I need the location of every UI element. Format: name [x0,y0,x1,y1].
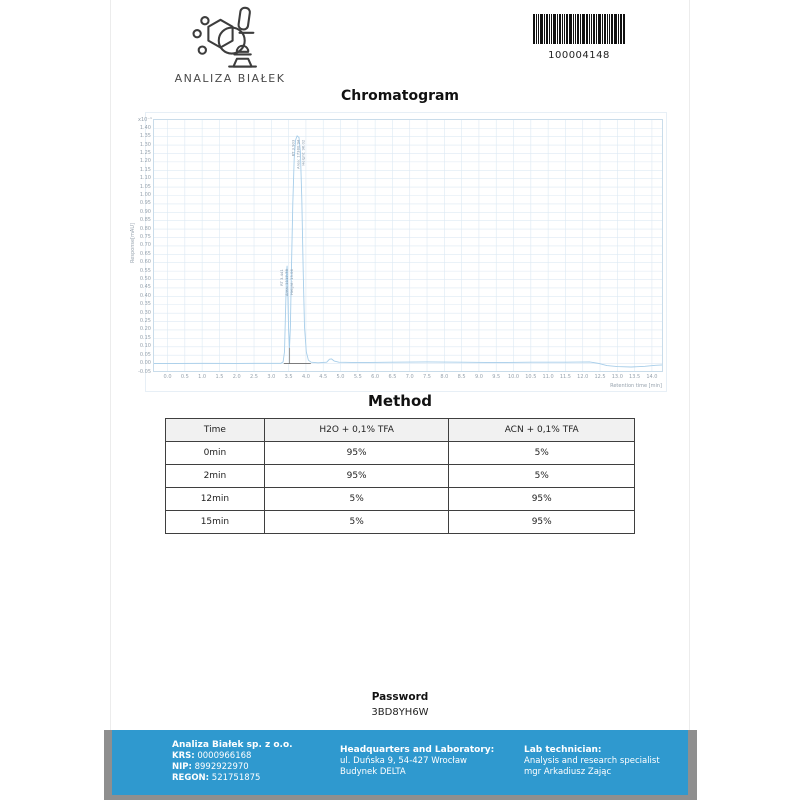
y-tick-label: 0.60 [139,259,151,266]
y-tick-label: 0.30 [139,309,151,316]
y-tick-label: -0.05 [138,368,151,375]
y-tick-label: 0.75 [139,234,151,240]
footer-hq-address2: Budynek DELTA [340,767,406,777]
svg-text:Height: 13.06: Height: 13.06 [288,269,294,296]
x-tick-label: 8.0 [440,374,449,380]
y-tick-label: 1.05 [139,183,151,190]
footer-shadow-left [104,730,112,800]
x-tick-label: 4.5 [319,374,328,380]
y-axis-title: Response[mAU] [130,223,136,263]
y-tick-label: 1.20 [139,158,151,165]
y-tick-label: 0.55 [139,267,151,274]
x-tick-label: 5.5 [353,374,362,380]
y-tick-label: 1.35 [139,133,151,140]
footer-company-name: Analiza Białek sp. z o.o. [172,740,293,750]
footer-lab-title: Lab technician: [524,745,602,755]
x-tick-label: 10.5 [525,374,537,380]
table-cell: 5% [449,442,635,465]
footer [112,730,688,795]
table-header-row [166,419,635,442]
svg-text:Area: 1117.78: Area: 1117.78 [283,269,289,297]
footer-shadow-right [688,730,697,800]
y-tick-label: 1.30 [139,141,151,148]
table-cell: 95% [264,465,449,488]
chromatogram-title: Chromatogram [340,88,460,104]
y-tick-label: 0.20 [139,326,151,333]
footer-hq-address1: ul. Duńska 9, 54-427 Wrocław [340,756,467,766]
barcode-number: 100004148 [548,50,610,61]
x-tick-label: 13.0 [611,374,623,380]
password-label: Password [371,691,429,703]
footer-krs-line [172,751,293,762]
table-cell: 5% [264,488,449,511]
footer-shadow-bottom [104,795,697,800]
regon-value: 521751875 [211,773,261,783]
table-cell: 12min [166,488,265,511]
x-tick-label: 9.5 [492,374,501,380]
x-tick-label: 7.0 [405,374,414,380]
svg-text:Area: 17380.94: Area: 17380.94 [295,139,301,169]
y-tick-label: 0.95 [139,200,151,207]
col-header-time: Time [166,419,265,442]
x-tick-label: 9.0 [474,374,483,380]
method-table [165,418,635,534]
y-tick-label: 1.10 [139,175,151,182]
table-row [166,511,635,534]
logo-brand-text: ANALIZA BIAŁEK [174,72,286,85]
x-tick-label: 8.5 [457,374,466,380]
chromatogram-chart [130,112,667,392]
x-tick-label: 10.0 [507,374,520,380]
footer-hq-block [340,745,494,778]
x-tick-label: 11.5 [559,374,571,380]
table-row [166,488,635,511]
table-cell: 5% [449,465,635,488]
x-tick-label: 14.0 [646,374,658,380]
footer-lab-block [524,745,660,778]
footer-lab-line2: mgr Arkadiusz Zając [524,767,612,777]
y-tick-label: 0.00 [139,360,151,367]
krs-value: 0000966168 [197,751,252,761]
col-header-h2o: H2O + 0,1% TFA [264,419,449,442]
x-tick-label: 12.5 [594,374,606,380]
table-row [166,465,635,488]
y-tick-label: 0.10 [139,343,151,350]
x-tick-label: 4.0 [301,374,310,380]
footer-nip-line [172,762,293,773]
table-cell: 5% [264,511,449,534]
chromatogram-plot [153,119,663,372]
page-edge-right [689,0,690,730]
y-tick-label: 0.25 [139,318,151,325]
company-logo [168,6,292,85]
y-tick-label: 0.05 [139,351,151,358]
password-value: 3BD8YH6W [371,707,429,718]
y-tick-label: 0.70 [139,242,151,249]
x-tick-label: 1.0 [198,374,207,380]
chemistry-microscope-icon [175,6,285,70]
x-tick-label: 2.5 [250,374,258,380]
method-title: Method [368,392,432,410]
x-tick-label: 6.5 [388,374,397,380]
col-header-acn: ACN + 0,1% TFA [449,419,635,442]
table-cell: 95% [449,511,635,534]
page-edge-left [110,0,111,730]
svg-text:RT 3.903: RT 3.903 [290,139,296,157]
barcode-icon [533,14,625,44]
y-tick-label: 0.40 [139,292,151,299]
table-cell: 95% [449,488,635,511]
x-tick-label: 3.0 [267,374,276,380]
y-tick-label: 0.65 [139,250,151,257]
table-cell: 95% [264,442,449,465]
nip-label: NIP: [172,762,192,772]
y-axis-exponent-label: x10⁻¹ [138,117,152,123]
x-tick-label: 11.0 [542,374,554,380]
y-tick-label: 1.00 [139,191,151,198]
footer-company-block [172,740,293,784]
footer-lab-line1: Analysis and research specialist [524,756,660,766]
y-tick-label: 0.50 [139,276,151,283]
table-row [166,442,635,465]
y-tick-label: 0.35 [139,301,151,308]
x-tick-label: 1.5 [215,374,224,380]
y-tick-label: 0.90 [139,208,151,215]
y-tick-label: 1.15 [139,166,151,173]
nip-value: 8992922970 [194,762,249,772]
y-tick-label: 0.45 [139,284,151,291]
x-tick-label: 13.5 [629,374,641,380]
x-tick-label: 2.0 [232,374,241,380]
table-cell: 15min [166,511,265,534]
x-tick-label: 3.5 [284,374,293,380]
table-cell: 2min [166,465,265,488]
x-axis-title: Retention time [min] [610,383,662,389]
regon-label: REGON: [172,773,210,783]
x-tick-label: 0.5 [180,374,189,380]
x-tick-label: 5.0 [336,374,345,380]
y-tick-label: 0.80 [139,225,151,232]
x-tick-label: 7.5 [423,374,431,380]
x-tick-label: 0.0 [163,374,172,380]
y-tick-label: 1.25 [139,149,151,156]
y-tick-label: 0.15 [139,334,151,341]
x-tick-label: 12.0 [577,374,589,380]
footer-hq-title: Headquarters and Laboratory: [340,745,495,755]
y-tick-label: 1.40 [139,124,151,131]
barcode [531,14,627,61]
y-tick-label: 0.85 [139,217,151,224]
krs-label: KRS: [172,751,195,761]
svg-text:RT 3.441: RT 3.441 [278,269,284,286]
svg-text:Height: 96.02: Height: 96.02 [300,139,306,166]
footer-regon-line [172,773,293,784]
x-tick-label: 6.0 [371,374,380,380]
table-cell: 0min [166,442,265,465]
